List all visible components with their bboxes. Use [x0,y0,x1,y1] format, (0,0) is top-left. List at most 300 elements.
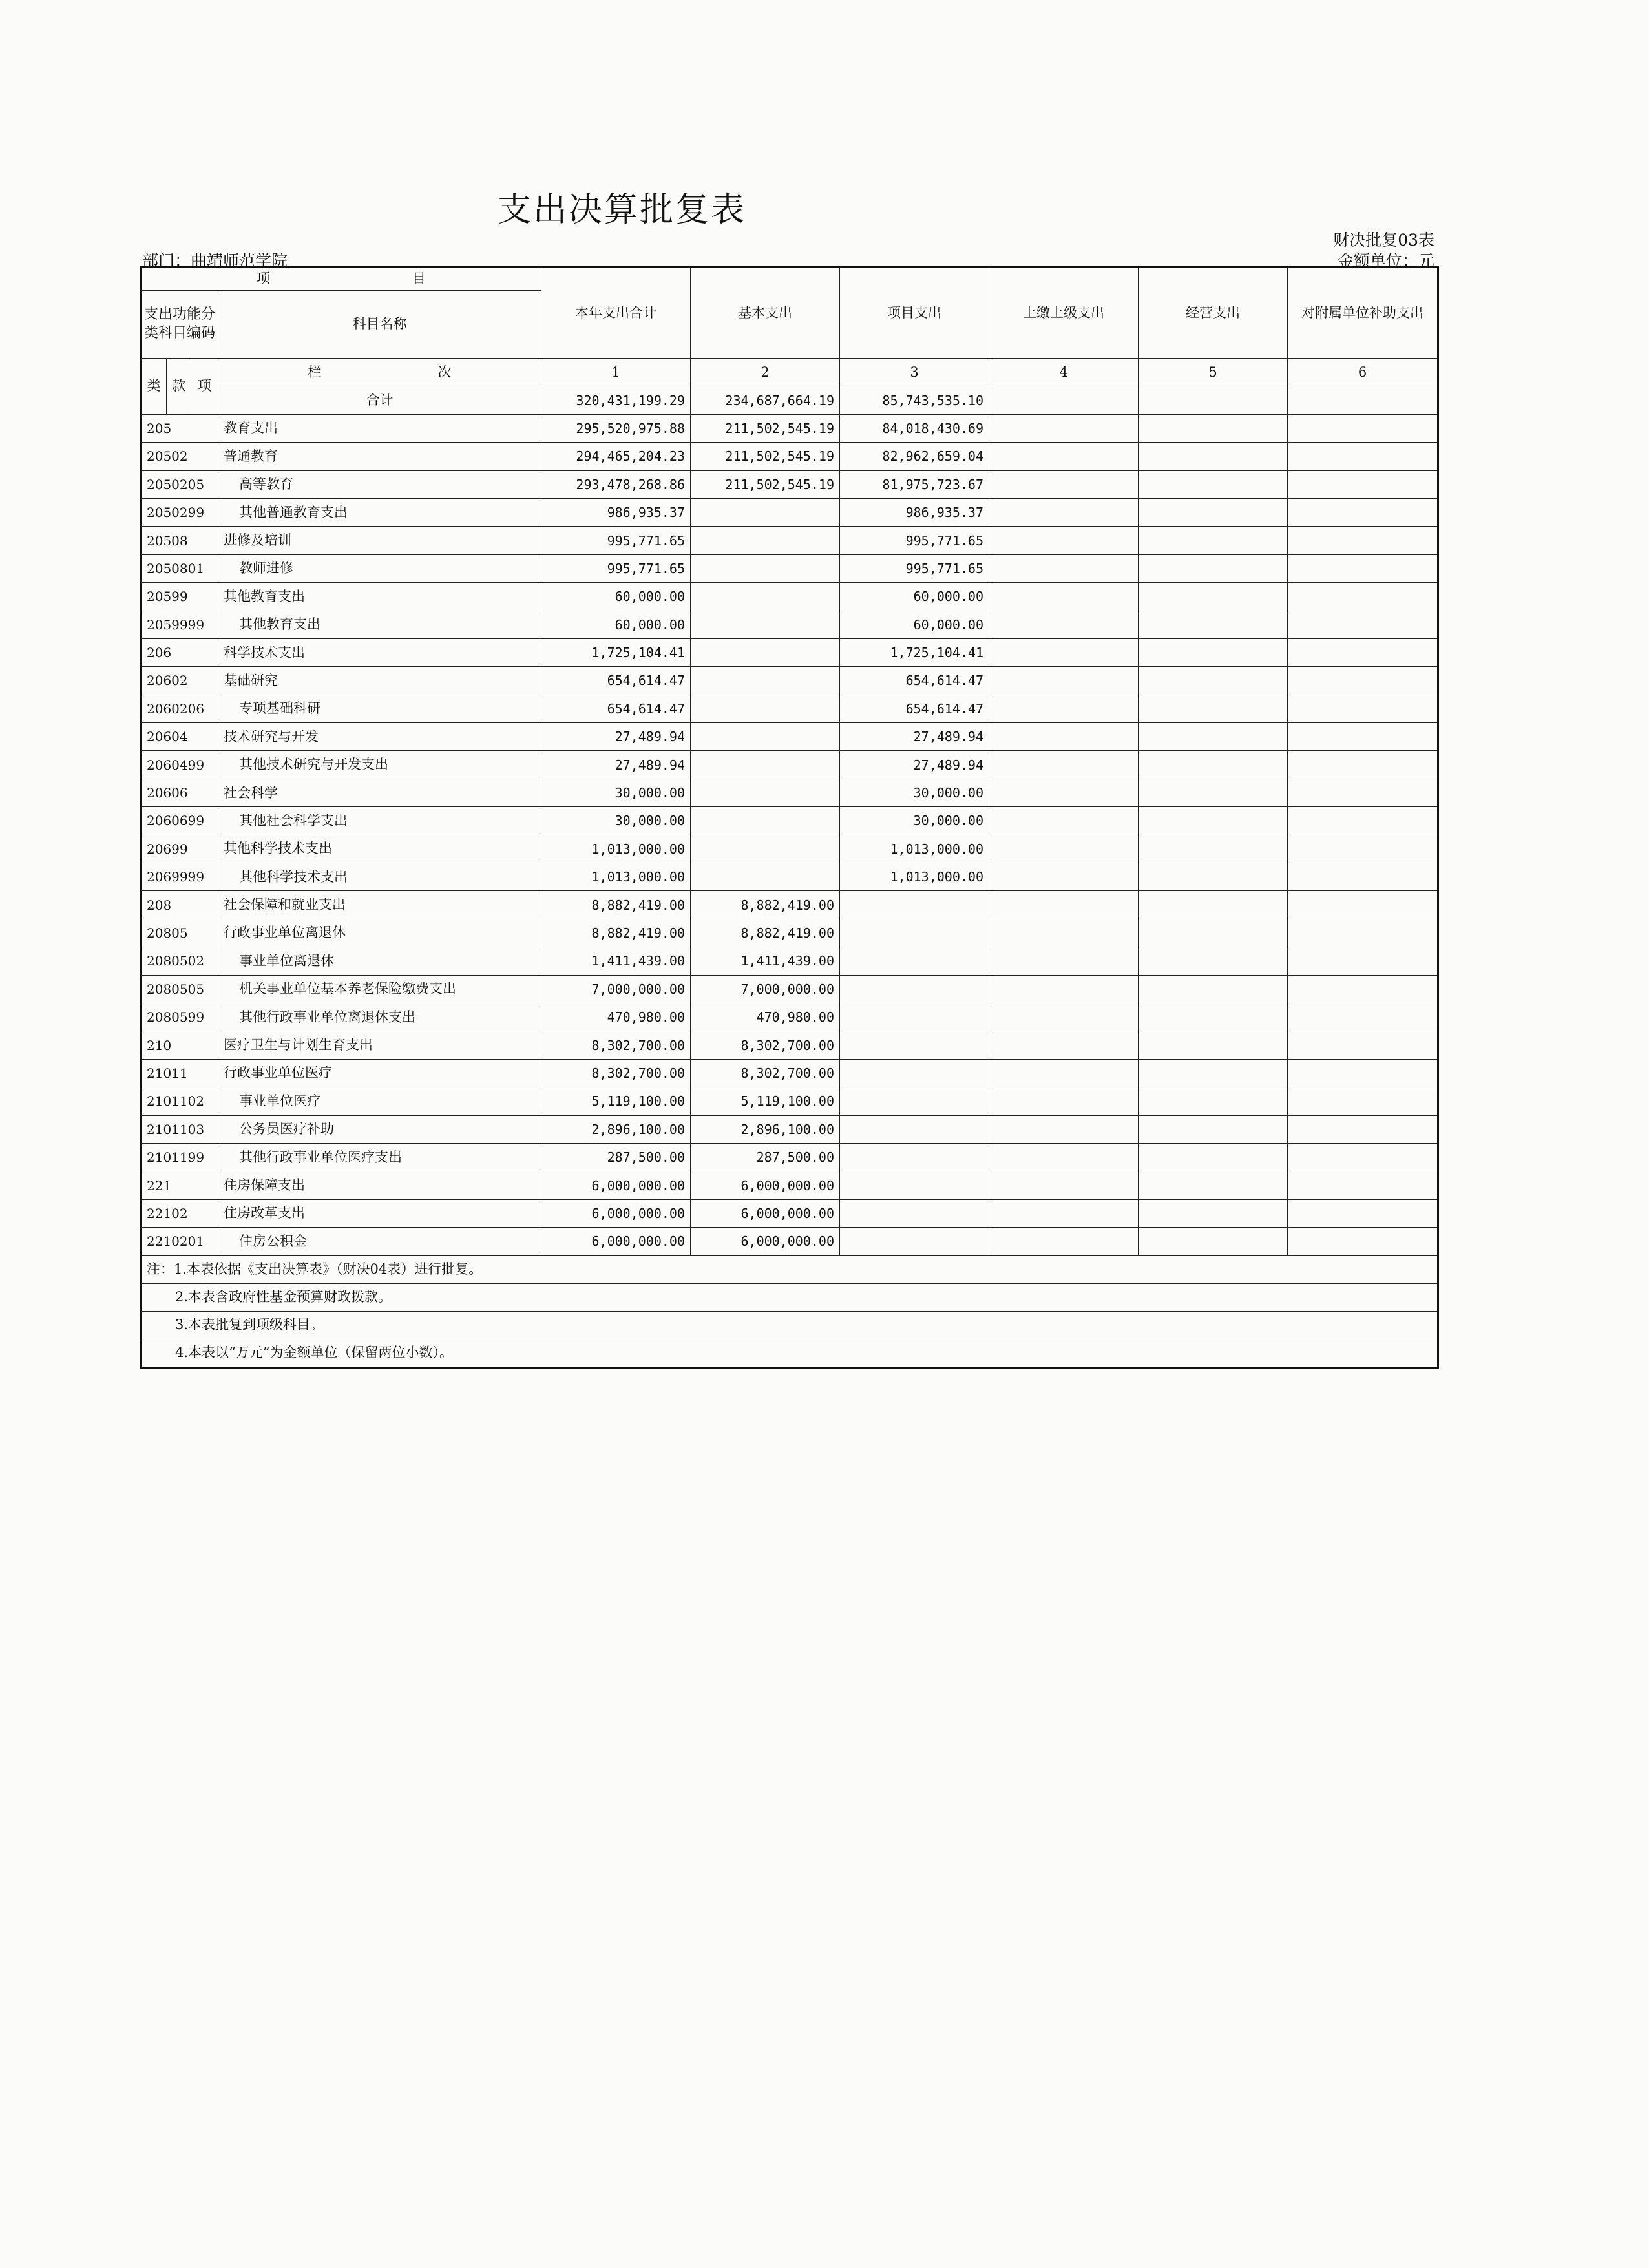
table-row [141,835,1438,863]
subject-code: 205 [141,414,218,442]
amount-cell [691,527,840,554]
subject-name: 其他教育支出 [218,611,541,638]
amount-cell [1139,1143,1288,1171]
subject-code: 2210201 [141,1228,218,1255]
amount-cell [1139,863,1288,891]
total-row [141,386,1438,414]
subject-code: 2080505 [141,975,218,1003]
amount-cell [691,498,840,526]
subject-code: 21011 [141,1059,218,1087]
amount-cell [1288,1003,1438,1031]
header-kuan: 款 [167,359,191,415]
amount-cell [1139,891,1288,919]
table-row [141,751,1438,779]
table-row [141,611,1438,638]
amount-cell [1139,638,1288,666]
table-row [141,1171,1438,1199]
subject-name: 住房公积金 [218,1228,541,1255]
header-item-b: 目 [412,271,426,287]
subject-name: 其他教育支出 [218,583,541,611]
amount-cell [1288,723,1438,751]
amount-cell: 293,478,268.86 [541,470,691,498]
table-row [141,1087,1438,1115]
table-row [141,554,1438,582]
amount-cell: 6,000,000.00 [691,1171,840,1199]
amount-cell [1288,1228,1438,1255]
amount-cell: 986,935.37 [541,498,691,526]
table-row [141,1115,1438,1143]
amount-cell [1288,919,1438,947]
amount-cell [840,919,989,947]
subject-code: 20604 [141,723,218,751]
amount-cell: 5,119,100.00 [541,1087,691,1115]
table-note: 注：1.本表依据《支出决算表》（财决04表）进行批复。 [141,1255,1438,1283]
subject-code: 2080599 [141,1003,218,1031]
amount-cell: 1,013,000.00 [840,863,989,891]
amount-cell: 995,771.65 [541,527,691,554]
amount-cell: 8,882,419.00 [541,891,691,919]
amount-cell [989,947,1139,975]
amount-cell: 81,975,723.67 [840,470,989,498]
header-item-cell [141,268,541,291]
total-value-6 [1288,386,1438,414]
col-num-5: 5 [1139,359,1288,386]
amount-cell [1139,470,1288,498]
subject-name: 高等教育 [218,470,541,498]
amount-cell [1288,470,1438,498]
header-lei: 类 [141,359,167,415]
amount-cell: 1,725,104.41 [541,638,691,666]
subject-name: 其他行政事业单位离退休支出 [218,1003,541,1031]
table-row [141,1059,1438,1087]
subject-code: 206 [141,638,218,666]
subject-name: 基础研究 [218,667,541,695]
amount-cell: 211,502,545.19 [691,443,840,470]
subject-name: 事业单位离退休 [218,947,541,975]
col-header-4: 上缴上级支出 [989,268,1139,359]
amount-cell [1139,807,1288,835]
table-row [141,975,1438,1003]
amount-cell: 995,771.65 [840,554,989,582]
amount-cell [989,1143,1139,1171]
subject-code: 20805 [141,919,218,947]
subject-name: 其他技术研究与开发支出 [218,751,541,779]
amount-cell: 1,013,000.00 [840,835,989,863]
amount-cell [691,779,840,806]
amount-cell [1139,723,1288,751]
table-row [141,1199,1438,1227]
subject-name: 其他行政事业单位医疗支出 [218,1143,541,1171]
amount-cell [1139,583,1288,611]
amount-cell [840,891,989,919]
subject-name: 公务员医疗补助 [218,1115,541,1143]
table-row [141,1143,1438,1171]
header-column-index [218,359,541,386]
note-row [141,1339,1438,1367]
amount-cell [1288,947,1438,975]
subject-name: 机关事业单位基本养老保险缴费支出 [218,975,541,1003]
subject-name: 行政事业单位离退休 [218,919,541,947]
amount-cell [989,1087,1139,1115]
amount-cell [691,723,840,751]
subject-code: 20606 [141,779,218,806]
subject-code: 20599 [141,583,218,611]
amount-cell [989,554,1139,582]
amount-cell: 6,000,000.00 [541,1199,691,1227]
amount-cell [1288,835,1438,863]
amount-cell: 287,500.00 [541,1143,691,1171]
subject-name: 事业单位医疗 [218,1087,541,1115]
subject-code: 2050205 [141,470,218,498]
amount-cell: 1,411,439.00 [541,947,691,975]
amount-cell: 6,000,000.00 [691,1199,840,1227]
table-note: 4.本表以“万元”为金额单位（保留两位小数）。 [141,1339,1438,1367]
table-row [141,667,1438,695]
amount-cell [989,414,1139,442]
amount-cell [1288,414,1438,442]
amount-cell [989,1228,1139,1255]
table-row [141,1031,1438,1059]
table-row [141,470,1438,498]
col-header-6: 对附属单位补助支出 [1288,268,1438,359]
subject-name: 教育支出 [218,414,541,442]
subject-name: 其他普通教育支出 [218,498,541,526]
table-row [141,947,1438,975]
amount-cell [1139,1115,1288,1143]
amount-cell [989,638,1139,666]
amount-cell: 8,882,419.00 [541,919,691,947]
expenditure-table [140,266,1439,1369]
subject-code: 2101199 [141,1143,218,1171]
note-row [141,1255,1438,1283]
header-xiang: 项 [191,359,218,415]
subject-name: 技术研究与开发 [218,723,541,751]
amount-cell [1288,1087,1438,1115]
subject-name: 其他科学技术支出 [218,835,541,863]
subject-code: 2101103 [141,1115,218,1143]
header-col-b: 次 [437,364,452,380]
amount-cell [691,695,840,722]
amount-cell [1288,975,1438,1003]
subject-code: 2050801 [141,554,218,582]
amount-cell [1139,443,1288,470]
amount-cell: 84,018,430.69 [840,414,989,442]
amount-cell [989,1171,1139,1199]
amount-cell [1139,1031,1288,1059]
subject-name: 社会保障和就业支出 [218,891,541,919]
subject-name: 普通教育 [218,443,541,470]
amount-cell [1288,611,1438,638]
col-num-4: 4 [989,359,1139,386]
amount-cell: 27,489.94 [541,751,691,779]
amount-cell [989,1115,1139,1143]
page-title: 支出决算批复表 [497,191,746,229]
amount-cell: 8,302,700.00 [691,1059,840,1087]
col-header-3: 项目支出 [840,268,989,359]
table-row [141,779,1438,806]
amount-cell [989,807,1139,835]
note-row [141,1283,1438,1311]
subject-name: 住房改革支出 [218,1199,541,1227]
amount-cell [1288,638,1438,666]
amount-cell [989,863,1139,891]
form-number: 财决批复03表 [1333,231,1434,249]
table-note: 3.本表批复到项级科目。 [141,1311,1438,1339]
amount-cell: 1,725,104.41 [840,638,989,666]
subject-code: 208 [141,891,218,919]
col-header-5: 经营支出 [1139,268,1288,359]
amount-cell [1139,667,1288,695]
amount-cell [1139,414,1288,442]
subject-code: 2059999 [141,611,218,638]
amount-cell: 654,614.47 [541,695,691,722]
total-value-4 [989,386,1139,414]
amount-cell: 654,614.47 [840,695,989,722]
amount-cell: 995,771.65 [541,554,691,582]
table-row [141,807,1438,835]
total-value-3: 85,743,535.10 [840,386,989,414]
amount-cell [691,611,840,638]
amount-cell [989,470,1139,498]
amount-cell [1139,554,1288,582]
table-row [141,695,1438,722]
subject-name: 科学技术支出 [218,638,541,666]
col-num-3: 3 [840,359,989,386]
header-code: 支出功能分类科目编码 [141,291,218,359]
total-value-2: 234,687,664.19 [691,386,840,414]
amount-cell [1288,554,1438,582]
amount-cell [1139,975,1288,1003]
table-row [141,1003,1438,1031]
amount-cell [1288,1031,1438,1059]
amount-cell: 27,489.94 [840,751,989,779]
amount-cell: 27,489.94 [541,723,691,751]
amount-cell: 8,882,419.00 [691,891,840,919]
amount-cell [989,527,1139,554]
col-header-2: 基本支出 [691,268,840,359]
amount-cell: 2,896,100.00 [691,1115,840,1143]
amount-cell [989,1031,1139,1059]
amount-cell [989,443,1139,470]
amount-unit: 金额单位：元 [1337,251,1434,270]
amount-cell [691,667,840,695]
amount-cell: 654,614.47 [840,667,989,695]
subject-name: 进修及培训 [218,527,541,554]
amount-cell [1288,1199,1438,1227]
amount-cell [691,835,840,863]
subject-name: 社会科学 [218,779,541,806]
amount-cell [1288,863,1438,891]
amount-cell [1288,498,1438,526]
amount-cell [1288,751,1438,779]
amount-cell: 470,980.00 [691,1003,840,1031]
amount-cell: 5,119,100.00 [691,1087,840,1115]
amount-cell [840,975,989,1003]
subject-name: 行政事业单位医疗 [218,1059,541,1087]
amount-cell [1139,1199,1288,1227]
table-note: 2.本表含政府性基金预算财政拨款。 [141,1283,1438,1311]
amount-cell [840,1003,989,1031]
header-row-colnums [141,359,1438,386]
table-row [141,723,1438,751]
amount-cell: 1,411,439.00 [691,947,840,975]
amount-cell: 8,302,700.00 [691,1031,840,1059]
amount-cell [840,1059,989,1087]
amount-cell: 1,013,000.00 [541,863,691,891]
amount-cell [1139,1059,1288,1087]
amount-cell [1288,1171,1438,1199]
amount-cell [989,723,1139,751]
amount-cell: 60,000.00 [840,611,989,638]
col-num-1: 1 [541,359,691,386]
amount-cell [691,638,840,666]
amount-cell: 986,935.37 [840,498,989,526]
amount-cell: 6,000,000.00 [691,1228,840,1255]
subject-code: 2069999 [141,863,218,891]
subject-code: 2060699 [141,807,218,835]
table-row [141,414,1438,442]
table-row [141,527,1438,554]
subject-name: 其他科学技术支出 [218,863,541,891]
amount-cell [840,1143,989,1171]
amount-cell: 60,000.00 [541,583,691,611]
amount-cell [691,583,840,611]
amount-cell [1288,1059,1438,1087]
amount-cell: 294,465,204.23 [541,443,691,470]
amount-cell: 470,980.00 [541,1003,691,1031]
amount-cell [989,611,1139,638]
amount-cell [840,1087,989,1115]
table-row [141,638,1438,666]
amount-cell: 1,013,000.00 [541,835,691,863]
subject-code: 210 [141,1031,218,1059]
amount-cell [989,498,1139,526]
total-label: 合计 [218,386,541,414]
table-row [141,919,1438,947]
amount-cell: 995,771.65 [840,527,989,554]
subject-code: 2050299 [141,498,218,526]
amount-cell [989,975,1139,1003]
amount-cell [989,1059,1139,1087]
subject-code: 20602 [141,667,218,695]
subject-code: 20699 [141,835,218,863]
subject-name: 医疗卫生与计划生育支出 [218,1031,541,1059]
col-num-2: 2 [691,359,840,386]
amount-cell [1288,667,1438,695]
amount-cell [1288,1143,1438,1171]
amount-cell: 30,000.00 [541,807,691,835]
amount-cell: 654,614.47 [541,667,691,695]
amount-cell [989,919,1139,947]
subject-code: 2080502 [141,947,218,975]
amount-cell: 6,000,000.00 [541,1171,691,1199]
amount-cell [691,807,840,835]
subject-code: 221 [141,1171,218,1199]
amount-cell [1139,1087,1288,1115]
amount-cell [840,947,989,975]
amount-cell [1139,611,1288,638]
amount-cell [1139,919,1288,947]
amount-cell: 60,000.00 [840,583,989,611]
note-row [141,1311,1438,1339]
table-row [141,891,1438,919]
amount-cell [1139,695,1288,722]
amount-cell [989,751,1139,779]
col-num-6: 6 [1288,359,1438,386]
amount-cell [1139,835,1288,863]
amount-cell [1288,891,1438,919]
amount-cell [989,667,1139,695]
amount-cell: 6,000,000.00 [541,1228,691,1255]
amount-cell [989,779,1139,806]
header-col-a: 栏 [308,364,322,380]
amount-cell [840,1115,989,1143]
amount-cell: 8,882,419.00 [691,919,840,947]
amount-cell [989,1199,1139,1227]
amount-cell [691,751,840,779]
amount-cell [1139,751,1288,779]
amount-cell [1288,807,1438,835]
table-row [141,1228,1438,1255]
header-name: 科目名称 [218,291,541,359]
amount-cell [989,891,1139,919]
amount-cell: 27,489.94 [840,723,989,751]
amount-cell [840,1031,989,1059]
amount-cell: 211,502,545.19 [691,470,840,498]
amount-cell [1139,947,1288,975]
subject-code: 20502 [141,443,218,470]
header-item-a: 项 [257,271,270,287]
table-row [141,863,1438,891]
amount-cell [989,583,1139,611]
subject-name: 其他社会科学支出 [218,807,541,835]
department-label: 部门：曲靖师范学院 [142,251,288,270]
amount-cell: 295,520,975.88 [541,414,691,442]
subject-code: 22102 [141,1199,218,1227]
amount-cell [1139,498,1288,526]
amount-cell: 7,000,000.00 [541,975,691,1003]
amount-cell [989,835,1139,863]
amount-cell [1288,527,1438,554]
table-row [141,583,1438,611]
total-value-1: 320,431,199.29 [541,386,691,414]
amount-cell [1139,1228,1288,1255]
amount-cell: 30,000.00 [541,779,691,806]
amount-cell [1288,695,1438,722]
amount-cell [1139,1171,1288,1199]
amount-cell [989,695,1139,722]
table-row [141,498,1438,526]
amount-cell [840,1171,989,1199]
subject-code: 2060206 [141,695,218,722]
amount-cell [1288,443,1438,470]
subject-name: 住房保障支出 [218,1171,541,1199]
amount-cell: 30,000.00 [840,807,989,835]
subject-code: 20508 [141,527,218,554]
amount-cell: 211,502,545.19 [691,414,840,442]
total-value-5 [1139,386,1288,414]
table-row [141,443,1438,470]
amount-cell [1139,779,1288,806]
col-header-1: 本年支出合计 [541,268,691,359]
subject-name: 专项基础科研 [218,695,541,722]
amount-cell [691,863,840,891]
amount-cell [1288,1115,1438,1143]
amount-cell: 30,000.00 [840,779,989,806]
subject-code: 2060499 [141,751,218,779]
subject-name: 教师进修 [218,554,541,582]
amount-cell [1139,527,1288,554]
